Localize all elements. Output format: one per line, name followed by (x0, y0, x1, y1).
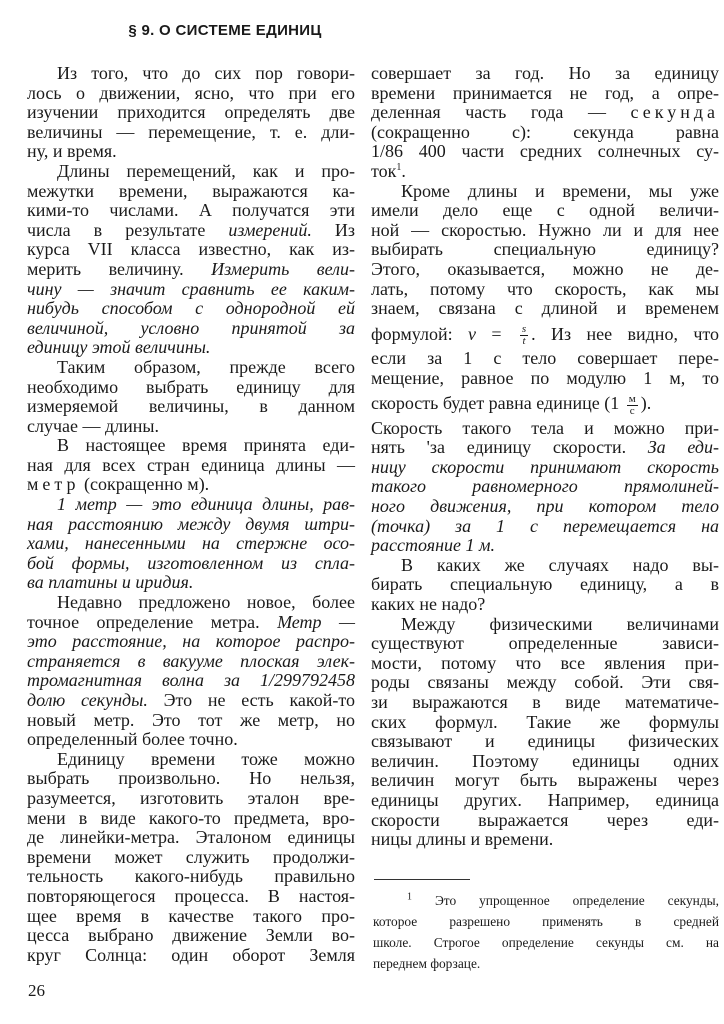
text-segment: повторяющегося процесса. В настоя- (27, 885, 355, 906)
text-line (371, 64, 719, 84)
fraction (627, 394, 638, 417)
text-segment: зи выражаются в виде математиче- (371, 691, 719, 712)
text-segment: (сокращенно м). (79, 474, 210, 495)
text-line (371, 142, 719, 162)
text-segment: . (401, 160, 406, 181)
text-segment: времени может служить продолжи- (27, 846, 355, 867)
fraction-denominator: с (629, 404, 635, 417)
emphasized-text: чину — значит сравнить ее каким- (27, 278, 355, 299)
text-line (371, 103, 719, 123)
text-line (371, 732, 719, 752)
text-line (373, 932, 719, 953)
text-line (371, 280, 719, 300)
fraction-denominator: t (522, 335, 526, 348)
text-segment: единицы других. Например, единица (371, 789, 719, 810)
text-line (27, 436, 355, 456)
text-segment: де линейки-метра. Эталоном единицы (27, 827, 355, 848)
text-line (27, 848, 355, 868)
text-line (371, 319, 719, 349)
text-segment: связывают и единицы физических (371, 731, 719, 752)
fraction-numerator: s (521, 323, 527, 336)
footnote-divider (374, 879, 470, 880)
text-line (27, 142, 355, 162)
text-line (27, 652, 355, 672)
text-segment: имели дело еще с одной величи- (371, 200, 719, 221)
text-line (27, 691, 355, 711)
text-line (371, 369, 719, 389)
text-segment: . Из нее видно, что (531, 323, 719, 344)
text-line (27, 201, 355, 221)
text-line (371, 595, 719, 615)
text-segment: кими-то числами. А получатся эти (27, 200, 355, 221)
emphasized-text: единицу этой величины. (27, 337, 211, 358)
text-segment: скорости выражается через еди- (371, 809, 719, 830)
text-line (27, 475, 355, 495)
text-segment: метр (27, 474, 80, 495)
text-line (371, 752, 719, 772)
text-line (27, 632, 355, 652)
text-line (27, 907, 355, 927)
text-segment: роды связаны между собой. Эти свя- (371, 672, 719, 693)
text-segment: 1/86 400 части средних солнечных су- (371, 141, 719, 162)
text-segment: Это упрощенное определение секунды, (412, 893, 719, 908)
footnote-marker: 1 (396, 161, 402, 173)
text-line (27, 84, 355, 104)
emphasized-text: тромагнитная волна за 1/299792458 (27, 670, 355, 691)
emphasized-text: (точка) за 1 с перемещается на (371, 515, 719, 536)
text-line (27, 221, 355, 241)
text-segment: бирать специальную единицу, а в (371, 574, 719, 595)
text-line (371, 182, 719, 202)
text-segment: точное определение метра. (27, 611, 278, 632)
text-line (27, 240, 355, 260)
emphasized-text: 1 метр — это единица длины, рав- (57, 494, 355, 515)
text-line (373, 890, 719, 911)
text-line (27, 319, 355, 339)
text-segment: Между физическими величинами (401, 613, 719, 634)
text-line (27, 534, 355, 554)
text-segment: ная для всех стран единица длины — (27, 454, 355, 475)
text-segment: совершает за год. Но за единицу (371, 63, 719, 83)
text-segment: межутки времени, выражаются ка- (27, 180, 355, 201)
text-line (373, 911, 719, 932)
text-segment: Из того, что до сих пор говори- (57, 63, 355, 83)
text-line (371, 497, 719, 517)
text-segment: ной — скоростью. Нужно ли и для нее (371, 219, 719, 240)
footnote (373, 890, 719, 974)
text-line (27, 123, 355, 143)
text-line (27, 280, 355, 300)
text-line (27, 64, 355, 84)
text-segment: величин могут быть выражены через (371, 770, 719, 791)
text-line (27, 378, 355, 398)
text-line (27, 456, 355, 476)
text-segment: Скорость такого тела и можно при- (371, 417, 719, 438)
emphasized-text: ная расстоянию между двумя штри- (27, 513, 355, 534)
text-line (371, 811, 719, 831)
text-segment: формулой: (371, 323, 468, 344)
text-line (371, 791, 719, 811)
text-segment: щее время в качестве такого про- (27, 905, 355, 926)
right-column (371, 64, 719, 850)
text-segment: каких не надо? (371, 594, 486, 614)
text-segment: числа в результате (27, 219, 229, 240)
text-line (27, 358, 355, 378)
emphasized-text: долю секунды. (27, 690, 148, 710)
text-line (371, 536, 719, 556)
text-line (371, 556, 719, 576)
text-segment: деленная часть года — (371, 102, 631, 123)
text-segment: ских формул. Такие же формулы (371, 711, 719, 732)
text-line (27, 397, 355, 417)
text-segment: Таким образом, прежде всего (57, 356, 355, 377)
text-segment: Единицу времени тоже можно (57, 748, 355, 769)
text-segment: курса VII класса известно, как из- (27, 239, 355, 260)
text-segment: мещение, равное по модулю 1 м, то (371, 367, 719, 388)
text-segment: разумеется, изготовить эталон вре- (27, 787, 355, 808)
text-line (371, 438, 719, 458)
section-title: § 9. О СИСТЕМЕ ЕДИНИЦ (128, 22, 322, 39)
text-segment: выбирать специальную единицу? (371, 239, 719, 260)
emphasized-text: ва платины и иридия. (27, 572, 194, 593)
text-line (371, 575, 719, 595)
text-segment: круг Солнца: один оборот Земля (27, 944, 355, 965)
text-line (371, 673, 719, 693)
text-line (27, 260, 355, 280)
text-line (371, 349, 719, 369)
text-line (27, 828, 355, 848)
text-line (27, 887, 355, 907)
text-segment: Этого, оказывается, можно не де- (371, 258, 719, 279)
page-number: 26 (28, 981, 45, 1000)
text-segment: Это не есть какой-то (147, 690, 356, 710)
text-segment: школе. Строгое определение секунды см. на (373, 935, 719, 950)
text-line (27, 613, 355, 633)
text-segment: случае — длины. (27, 415, 160, 436)
text-line (27, 495, 355, 515)
text-segment: измеряемой величины, в данном (27, 396, 355, 417)
text-segment: если за 1 с тело совершает пере- (371, 348, 719, 369)
text-segment: Длины перемещений, как и про- (57, 160, 355, 181)
text-line (371, 388, 719, 418)
emphasized-text: v (467, 323, 476, 344)
text-line (371, 693, 719, 713)
text-line (27, 593, 355, 613)
text-segment: лать, потому что скорость, как мы (371, 278, 719, 299)
emphasized-text: страняется в вакууме плоская элек- (27, 650, 355, 671)
text-segment: В настоящее время принята еди- (57, 435, 355, 456)
text-segment: нять 'за единицу скорости. (371, 437, 648, 458)
text-line (371, 123, 719, 143)
emphasized-text: расстояние 1 м. (371, 535, 496, 556)
text-line (27, 515, 355, 535)
emphasized-text: Измерить вели- (211, 258, 355, 279)
text-segment: изучении приходится определять две (27, 102, 355, 123)
fraction-numerator: м (628, 392, 636, 405)
text-line (371, 260, 719, 280)
text-line (27, 946, 355, 966)
text-segment: необходимо выбрать единицу для (27, 376, 355, 397)
emphasized-text: бой формы, изготовленном из спла- (27, 552, 355, 573)
text-line (27, 750, 355, 770)
text-line (371, 517, 719, 537)
text-segment: ницы длины и времени. (371, 829, 554, 850)
text-segment: ну, и время. (27, 141, 117, 162)
text-segment: мерить величину. (27, 258, 212, 279)
emphasized-text: ницу скорости принимают скорость (371, 456, 719, 477)
emphasized-text: такого равномерного прямолиней- (371, 476, 719, 497)
emphasized-text: величиной, условно принятой за (27, 317, 355, 338)
text-segment: величины — перемещение, т. е. дли- (27, 121, 355, 142)
text-segment: новый метр. Это тот же метр, но (27, 709, 355, 730)
text-line (371, 84, 719, 104)
text-segment: цесса выбрано движение Земли во- (27, 925, 355, 946)
emphasized-text: ного движения, при котором тело (371, 496, 719, 517)
text-line (371, 615, 719, 635)
text-segment: определенный более точно. (27, 729, 238, 750)
text-line (27, 162, 355, 182)
text-segment: времени принимается не год, а опре- (371, 82, 719, 103)
text-segment: В каких же случаях надо вы- (401, 554, 719, 575)
text-segment: = (475, 323, 517, 344)
text-line (27, 867, 355, 887)
text-line (371, 634, 719, 654)
emphasized-text: это расстояние, на которое распро- (27, 631, 355, 652)
text-line (27, 809, 355, 829)
text-segment: лось о движении, ясно, что при его (27, 82, 355, 103)
text-segment: Кроме длины и времени, мы уже (401, 180, 719, 201)
text-line (371, 477, 719, 497)
text-segment: (сокращенно с): секунда равна (371, 121, 719, 142)
text-line (27, 182, 355, 202)
text-segment: ). (640, 393, 652, 414)
text-line (27, 926, 355, 946)
text-line (27, 730, 355, 750)
text-line (371, 240, 719, 260)
left-column (27, 64, 355, 965)
text-line (27, 769, 355, 789)
text-segment: скорость будет равна единице (1 (371, 393, 624, 414)
text-line (371, 654, 719, 674)
text-line (27, 299, 355, 319)
emphasized-text: Метр — (277, 611, 355, 632)
footnote-marker: 1 (407, 891, 412, 903)
text-line (27, 671, 355, 691)
emphasized-text: хами, нанесенными на стержне осо- (27, 533, 355, 554)
emphasized-text: За еди- (647, 437, 719, 458)
text-line (27, 573, 355, 593)
text-segment: выбрать произвольно. Но нельзя, (27, 768, 355, 789)
text-segment: тельность какого-нибудь правильно (27, 866, 355, 887)
text-line (371, 771, 719, 791)
text-line (27, 711, 355, 731)
text-segment: Из (311, 219, 355, 240)
text-line (27, 554, 355, 574)
text-line (373, 953, 719, 974)
text-line (371, 830, 719, 850)
text-segment: величин. Поэтому единицы одних (371, 750, 719, 771)
text-line (371, 419, 719, 439)
text-segment: существуют определенные зависи- (371, 633, 719, 654)
text-segment: переднем форзаце. (373, 956, 481, 971)
text-line (371, 162, 719, 182)
text-segment: мени в виде какого-то предмета, вро- (27, 807, 355, 828)
text-segment: мости, потому что все явления при- (371, 652, 719, 673)
text-segment: ток (371, 160, 397, 181)
text-segment: секунда (630, 102, 719, 123)
text-line (371, 458, 719, 478)
text-line (371, 713, 719, 733)
text-segment: знаем, связана с длиной и временем (371, 298, 719, 319)
text-line (371, 201, 719, 221)
emphasized-text: измерений. (228, 219, 312, 240)
text-line (371, 221, 719, 241)
text-line (27, 789, 355, 809)
emphasized-text: нибудь способом с однородной ей (27, 298, 355, 319)
text-segment: которое разрешено применять в средней (373, 914, 719, 929)
text-line (27, 417, 355, 437)
text-segment: Недавно предложено новое, более (57, 592, 355, 613)
text-line (27, 338, 355, 358)
text-line (27, 103, 355, 123)
text-line (371, 299, 719, 319)
fraction (520, 324, 528, 347)
